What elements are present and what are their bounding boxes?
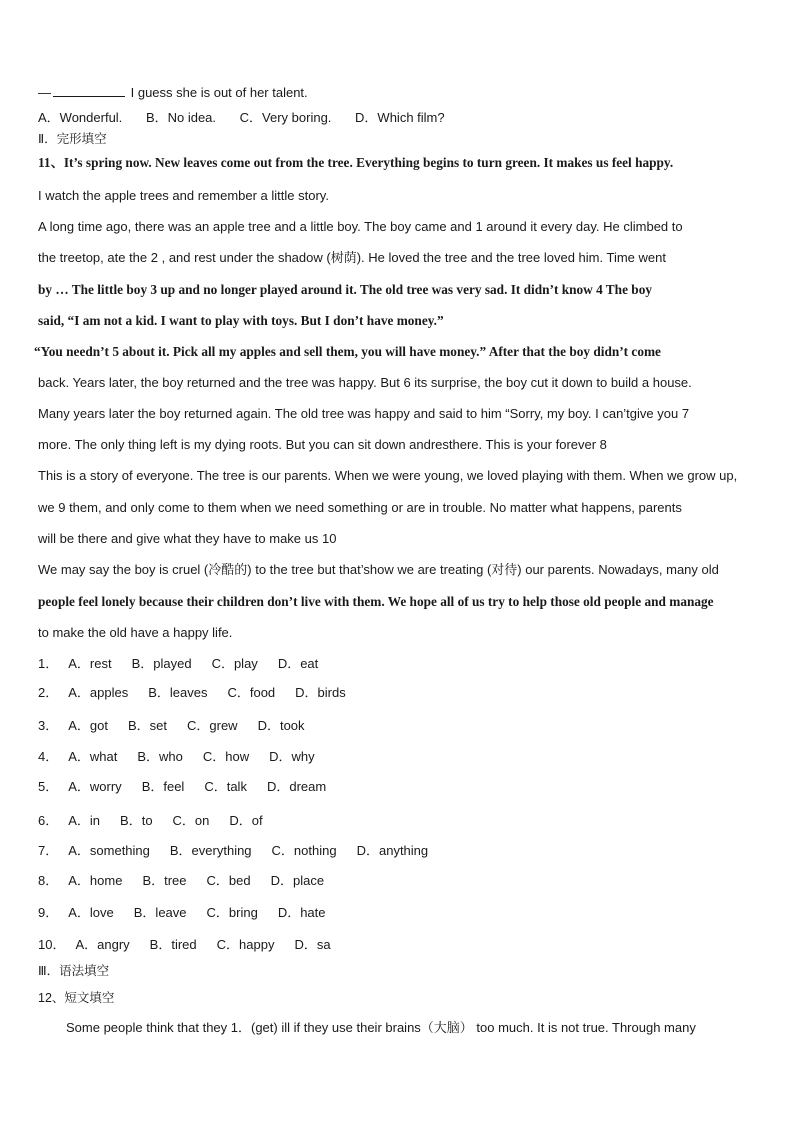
option-c: C．play [211,656,258,671]
option-d: D．of [229,813,263,828]
option-d: D．eat [277,656,319,671]
choice-number: 9． [38,905,59,920]
choice-number: 8． [38,873,59,888]
section-heading-cloze: Ⅱ．完形填空 [38,132,107,146]
option-b: B．tree [142,873,187,888]
passage-line: “You needn’t 5 about it. Pick all my apples and sell them, you will have money.” After that the boy didn’t come [34,344,661,359]
option-a: A．in [68,813,101,828]
passage-line: 11、It’s spring now. New leaves come out from the tree. Everything begins to turn green. It makes us feel happy. [38,155,674,170]
option-a: A．love [68,905,114,920]
option-d: D．why [269,749,315,764]
option-c: C．on [172,813,210,828]
option-a: A．what [68,749,118,764]
choice-row [38,937,331,953]
question-12-heading: 12、短文填空 [38,991,115,1005]
option-d: D．birds [295,685,346,700]
option-a: A．home [68,873,123,888]
passage-line: people feel lonely because their children don’t live with them. We hope all of us try to help those old people and manage [38,594,714,609]
choice-row [38,749,315,765]
option-a: A．Wonderful. [38,110,123,125]
passage-line: by … The little boy 3 up and no longer played around it. The old tree was very sad. It didn’t know 4 The boy [38,282,652,297]
passage-line: the treetop, ate the 2 , and rest under the shadow (树荫). He loved the tree and the tree loved him. Time went [38,250,666,265]
option-a: A．angry [75,937,130,952]
option-c: C．nothing [271,843,337,858]
option-c: C．grew [187,718,238,733]
option-a: A．worry [68,779,122,794]
answer-blank [53,84,125,97]
option-b: B．tired [149,937,197,952]
option-b: B．No idea. [145,110,217,125]
option-b: B．feel [141,779,185,794]
passage-line: we 9 them, and only come to them when we need something or are in trouble. No matter what happens, parents [38,500,682,515]
passage-line: said, “I am not a kid. I want to play with toys. But I don’t have money.” [38,313,444,328]
choice-row [38,873,324,889]
option-d: D．hate [277,905,326,920]
option-c: C．how [202,749,250,764]
choice-number: 7． [38,843,59,858]
option-c: C．food [227,685,276,700]
option-d: D．Which film? [355,110,445,125]
passage-line: A long time ago, there was an apple tree and a little boy. The boy came and 1 around it every day. He climbed to [38,219,683,234]
choice-number: 10． [38,937,66,952]
choice-number: 2． [38,685,59,700]
choice-row [38,779,326,795]
passage-line: I watch the apple trees and remember a little story. [38,188,329,203]
option-d: D．anything [356,843,429,858]
choice-row [38,843,428,859]
option-d: D．took [257,718,305,733]
option-a: A．something [68,843,150,858]
passage-line: will be there and give what they have to make us 10 [38,531,337,546]
passage-line: Many years later the boy returned again. The old tree was happy and said to him “Sorry, my boy. I can’tgive you 7 [38,406,690,421]
choice-number: 4． [38,749,59,764]
passage-line: more. The only thing left is my dying roots. But you can sit down andresthere. This is your forever 8 [38,437,607,452]
passage-line: We may say the boy is cruel (冷酷的) to the tree but that’show we are treating (对待) our parents. Nowadays, many old [38,562,719,577]
choice-number: 5． [38,779,59,794]
option-c: C．Very boring. [239,110,332,125]
option-d: D．sa [294,937,331,952]
passage-line: This is a story of everyone. The tree is our parents. When we were young, we loved playing with them. When we grow up, [38,468,738,483]
passage-line: back. Years later, the boy returned and the tree was happy. But 6 its surprise, the boy cut it down to build a house. [38,375,692,390]
option-a: A．rest [68,656,112,671]
option-b: B．leaves [148,685,208,700]
choice-row [38,905,326,921]
choice-row [38,718,305,734]
option-b: B．who [137,749,183,764]
option-c: C．talk [204,779,247,794]
option-d: D．place [270,873,325,888]
option-b: B．leave [133,905,187,920]
option-d: D．dream [266,779,327,794]
option-c: C．bed [206,873,251,888]
option-b: B．played [131,656,192,671]
question-12-text: Some people think that they 1．(get) ill if they use their brains（大脑） too much. It is not true. Through many [66,1020,696,1035]
question-10-text: I guess she is out of her talent. [127,85,308,100]
choice-row [38,656,318,672]
choice-number: 1． [38,656,59,671]
option-a: A．apples [68,685,129,700]
option-b: B．to [120,813,153,828]
passage-line: to make the old have a happy life. [38,625,233,640]
choice-row [38,685,346,701]
option-b: B．set [127,718,167,733]
section-heading-grammar: Ⅲ．语法填空 [38,964,110,978]
option-b: B．everything [169,843,252,858]
choice-row [38,813,263,829]
question-10-stem [38,84,308,101]
option-c: C．happy [216,937,275,952]
option-a: A．got [68,718,108,733]
dash: — [38,85,51,100]
question-10-options [38,110,445,126]
option-c: C．bring [206,905,258,920]
choice-number: 3． [38,718,59,733]
choice-number: 6． [38,813,59,828]
